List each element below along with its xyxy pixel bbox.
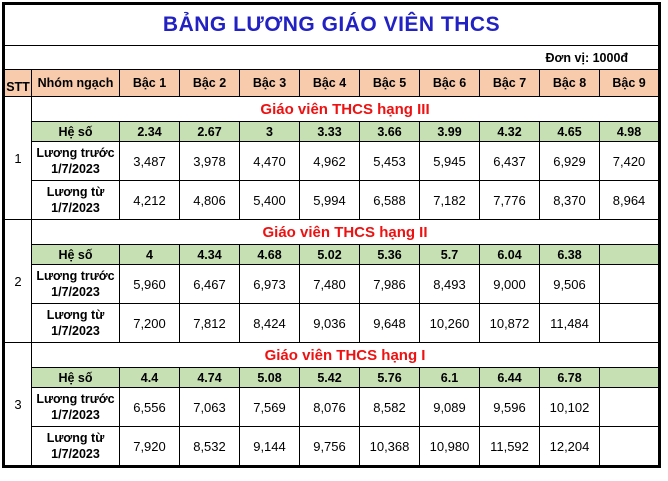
- salary-cell: 10,260: [420, 304, 480, 343]
- salary-cell: [600, 304, 660, 343]
- section-row-hang-2: [4, 220, 660, 245]
- salary-cell: 7,063: [180, 388, 240, 427]
- coefficient-cell: 5.76: [360, 368, 420, 388]
- salary-from-label-line1: Lương từ: [46, 307, 105, 322]
- salary-cell: [600, 427, 660, 467]
- table-title-row: [4, 4, 660, 46]
- coefficient-cell: 5.02: [300, 245, 360, 265]
- coefficient-cell: 4.4: [120, 368, 180, 388]
- salary-cell: 5,400: [240, 181, 300, 220]
- salary-cell: 12,204: [540, 427, 600, 467]
- salary-cell: 3,487: [120, 142, 180, 181]
- salary-cell: 6,467: [180, 265, 240, 304]
- section-row-hang-3: [4, 97, 660, 122]
- salary-cell: 6,973: [240, 265, 300, 304]
- salary-from-label-line2: 1/7/2023: [51, 324, 100, 338]
- coefficient-cell: 3: [240, 122, 300, 142]
- coefficient-cell: 4.34: [180, 245, 240, 265]
- salary-cell: 11,592: [480, 427, 540, 467]
- salary-cell: 9,089: [420, 388, 480, 427]
- coefficient-row: [4, 368, 660, 388]
- salary-before-label: [32, 388, 120, 427]
- salary-before-label-line1: Lương trước: [36, 268, 115, 283]
- col-header-level-9: Bậc 9: [600, 70, 660, 97]
- salary-cell: 9,144: [240, 427, 300, 467]
- stt-value: 1: [4, 97, 32, 220]
- unit-note: Đơn vị: 1000đ: [4, 46, 660, 70]
- salary-cell: 4,470: [240, 142, 300, 181]
- col-header-level-8: Bậc 8: [540, 70, 600, 97]
- salary-cell: 7,420: [600, 142, 660, 181]
- salary-cell: 7,920: [120, 427, 180, 467]
- coefficient-label: Hệ số: [32, 122, 120, 142]
- coefficient-cell: 4.65: [540, 122, 600, 142]
- salary-from-label: [32, 304, 120, 343]
- coefficient-cell: 6.44: [480, 368, 540, 388]
- coefficient-cell: 6.78: [540, 368, 600, 388]
- salary-cell: 9,756: [300, 427, 360, 467]
- salary-cell: 6,437: [480, 142, 540, 181]
- salary-cell: 9,000: [480, 265, 540, 304]
- salary-cell: 10,368: [360, 427, 420, 467]
- salary-cell: 4,962: [300, 142, 360, 181]
- coefficient-cell: [600, 245, 660, 265]
- col-header-level-5: Bậc 5: [360, 70, 420, 97]
- salary-before-label-line2: 1/7/2023: [51, 408, 100, 422]
- coefficient-cell: [600, 368, 660, 388]
- salary-cell: 8,076: [300, 388, 360, 427]
- stt-value: 2: [4, 220, 32, 343]
- salary-before-row: [4, 142, 660, 181]
- salary-from-label: [32, 181, 120, 220]
- salary-cell: [600, 265, 660, 304]
- salary-cell: 8,493: [420, 265, 480, 304]
- salary-cell: 8,532: [180, 427, 240, 467]
- salary-cell: 7,986: [360, 265, 420, 304]
- salary-before-label-line2: 1/7/2023: [51, 162, 100, 176]
- salary-cell: 6,929: [540, 142, 600, 181]
- salary-before-label-line2: 1/7/2023: [51, 285, 100, 299]
- salary-before-label: [32, 265, 120, 304]
- salary-before-label-line1: Lương trước: [36, 391, 115, 406]
- col-header-group: Nhóm ngạch: [32, 70, 120, 97]
- coefficient-cell: 4: [120, 245, 180, 265]
- salary-from-row: [4, 181, 660, 220]
- coefficient-cell: 6.1: [420, 368, 480, 388]
- coefficient-cell: 3.66: [360, 122, 420, 142]
- salary-from-label-line2: 1/7/2023: [51, 201, 100, 215]
- coefficient-cell: 5.42: [300, 368, 360, 388]
- coefficient-cell: 6.38: [540, 245, 600, 265]
- salary-cell: 5,945: [420, 142, 480, 181]
- salary-cell: 8,424: [240, 304, 300, 343]
- coefficient-cell: 2.67: [180, 122, 240, 142]
- salary-from-label-line1: Lương từ: [46, 184, 105, 199]
- col-header-level-4: Bậc 4: [300, 70, 360, 97]
- salary-cell: 10,102: [540, 388, 600, 427]
- salary-from-row: [4, 427, 660, 467]
- salary-cell: 11,484: [540, 304, 600, 343]
- coefficient-cell: 4.98: [600, 122, 660, 142]
- salary-before-label-line1: Lương trước: [36, 145, 115, 160]
- coefficient-cell: 4.74: [180, 368, 240, 388]
- salary-cell: 5,960: [120, 265, 180, 304]
- salary-cell: 7,776: [480, 181, 540, 220]
- coefficient-cell: 5.7: [420, 245, 480, 265]
- salary-cell: 7,200: [120, 304, 180, 343]
- salary-cell: 5,994: [300, 181, 360, 220]
- salary-cell: 7,569: [240, 388, 300, 427]
- salary-cell: 4,806: [180, 181, 240, 220]
- salary-cell: 9,596: [480, 388, 540, 427]
- salary-cell: 8,964: [600, 181, 660, 220]
- salary-table: [2, 2, 661, 468]
- salary-cell: 4,212: [120, 181, 180, 220]
- coefficient-cell: 3.99: [420, 122, 480, 142]
- col-header-level-6: Bậc 6: [420, 70, 480, 97]
- section-row-hang-1: [4, 343, 660, 368]
- coefficient-cell: 3.33: [300, 122, 360, 142]
- salary-before-label: [32, 142, 120, 181]
- stt-value: 3: [4, 343, 32, 467]
- salary-cell: 5,453: [360, 142, 420, 181]
- coefficient-cell: 5.08: [240, 368, 300, 388]
- salary-cell: 3,978: [180, 142, 240, 181]
- coefficient-cell: 4.32: [480, 122, 540, 142]
- salary-before-row: [4, 388, 660, 427]
- salary-from-label-line2: 1/7/2023: [51, 447, 100, 461]
- coefficient-label: Hệ số: [32, 368, 120, 388]
- salary-cell: 8,370: [540, 181, 600, 220]
- coefficient-row: [4, 245, 660, 265]
- col-header-stt: STT: [4, 70, 32, 97]
- salary-cell: 9,036: [300, 304, 360, 343]
- salary-from-label: [32, 427, 120, 467]
- column-header-row: [4, 70, 660, 97]
- salary-cell: 10,872: [480, 304, 540, 343]
- coefficient-cell: 2.34: [120, 122, 180, 142]
- salary-cell: 6,556: [120, 388, 180, 427]
- salary-cell: [600, 388, 660, 427]
- col-header-level-2: Bậc 2: [180, 70, 240, 97]
- salary-cell: 9,506: [540, 265, 600, 304]
- salary-cell: 9,648: [360, 304, 420, 343]
- coefficient-label: Hệ số: [32, 245, 120, 265]
- col-header-level-3: Bậc 3: [240, 70, 300, 97]
- salary-before-row: [4, 265, 660, 304]
- salary-cell: 6,588: [360, 181, 420, 220]
- page-title: BẢNG LƯƠNG GIÁO VIÊN THCS: [4, 4, 660, 46]
- section-title-hang-3: Giáo viên THCS hạng III: [32, 97, 660, 122]
- coefficient-cell: 5.36: [360, 245, 420, 265]
- salary-cell: 7,182: [420, 181, 480, 220]
- coefficient-cell: 4.68: [240, 245, 300, 265]
- salary-cell: 8,582: [360, 388, 420, 427]
- col-header-level-1: Bậc 1: [120, 70, 180, 97]
- coefficient-row: [4, 122, 660, 142]
- coefficient-cell: 6.04: [480, 245, 540, 265]
- col-header-level-7: Bậc 7: [480, 70, 540, 97]
- salary-cell: 10,980: [420, 427, 480, 467]
- salary-cell: 7,480: [300, 265, 360, 304]
- section-title-hang-1: Giáo viên THCS hạng I: [32, 343, 660, 368]
- salary-from-row: [4, 304, 660, 343]
- section-title-hang-2: Giáo viên THCS hạng II: [32, 220, 660, 245]
- salary-cell: 7,812: [180, 304, 240, 343]
- unit-note-row: [4, 46, 660, 70]
- salary-from-label-line1: Lương từ: [46, 430, 105, 445]
